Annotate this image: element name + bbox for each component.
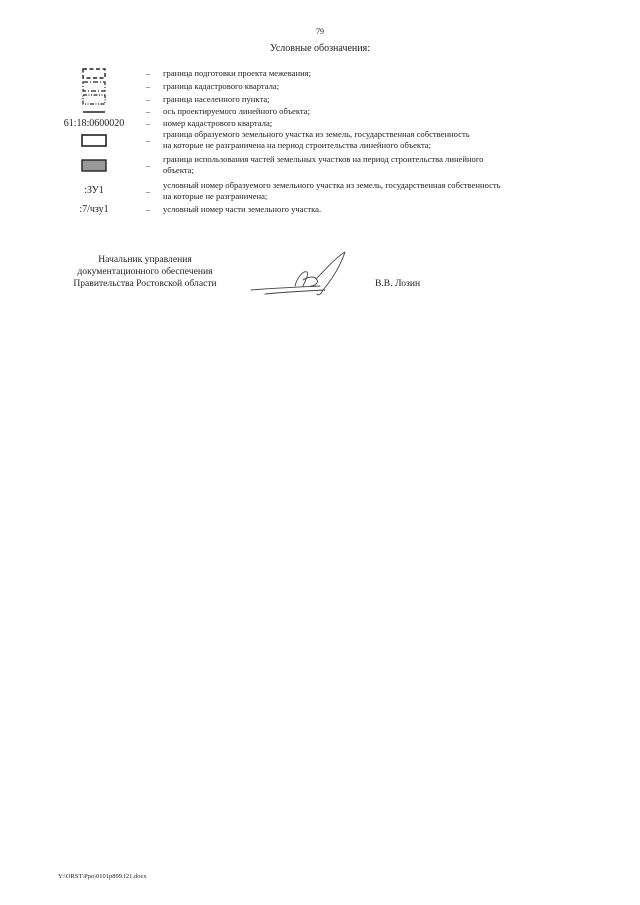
legend-row-formed-plot-number [55,180,595,202]
legend-row-linear-object-axis [55,106,595,117]
legend-description-line: граница населенного пункта; [163,94,270,104]
legend-dash: – [145,186,151,196]
legend-row-formed-plot-boundary [55,129,595,151]
legend-description-line: на которые не разграничена; [163,191,268,201]
footer-file-path: Y:\ORST\Ppo\0101p899.f21.docx [58,873,147,880]
legend-description-line: условный номер части земельного участка. [163,204,322,214]
signatory-position [55,254,235,290]
plot-number-symbol: :ЗУ1 [84,185,104,196]
legend-description [163,204,595,215]
legend-description-line: граница кадастрового квартала; [163,81,280,91]
legend-dash: – [145,160,151,170]
legend-description-line: условный номер образуемого земельного участка из земель, государственная собственность [163,180,501,190]
dashed-box-icon [55,68,133,79]
legend-description [163,94,595,105]
dash-dot-box-icon [55,81,133,92]
legend-description [163,154,595,176]
plot-part-number-symbol: :7/чзу1 [79,204,109,215]
legend-dash: – [145,94,151,104]
legend-description [163,81,595,92]
page-number: 79 [316,27,324,36]
legend-dash: – [145,204,151,214]
signatory-position-line: Правительства Ростовской области [73,278,217,289]
legend-row-cadastral-quarter-boundary [55,81,595,92]
legend-description [163,180,595,202]
gray-filled-box-icon [55,154,133,176]
signatory-position-line: документационного обеспечения [77,266,213,277]
legend-description [163,106,595,117]
legend-description-line: ось проектируемого линейного объекта; [163,106,310,116]
cadastral-number-symbol: 61:18:0600020 [63,118,125,129]
legend-row-plot-part-usage-boundary [55,154,595,176]
legend-row-cadastral-number [55,118,595,129]
legend-description-line: объекта; [163,165,194,175]
legend-description [163,129,595,151]
legend-dash: – [145,81,151,91]
legend-dash: – [145,106,151,116]
legend-description [163,68,595,79]
legend-dash: – [145,68,151,78]
legend-row-settlement-boundary [55,94,595,105]
signatory-position-line: Начальник управления [98,254,192,265]
legend-description-line: на которые не разграничена на период строительства линейного объекта; [163,140,432,150]
legend-row-plot-part-number [55,204,595,215]
outlined-box-icon [55,129,133,151]
handwritten-signature-icon [245,250,355,305]
legend-title: Условные обозначения: [269,43,370,54]
signatory-name: В.В. Лозин [375,278,421,289]
legend-dash: – [145,118,151,128]
solid-line-icon [55,106,133,117]
legend-description [163,118,595,129]
legend-description-line: номер кадастрового квартала; [163,118,273,128]
legend-description-line: граница подготовки проекта межевания; [163,68,312,78]
legend-description-line: граница использования частей земельных участков на период строительства линейного [163,154,484,164]
dash-dot-dot-box-icon [55,94,133,105]
legend-dash: – [145,135,151,145]
legend-description-line: граница образуемого земельного участка из земель, государственная собственность [163,129,470,139]
legend-row-project-boundary [55,68,595,79]
